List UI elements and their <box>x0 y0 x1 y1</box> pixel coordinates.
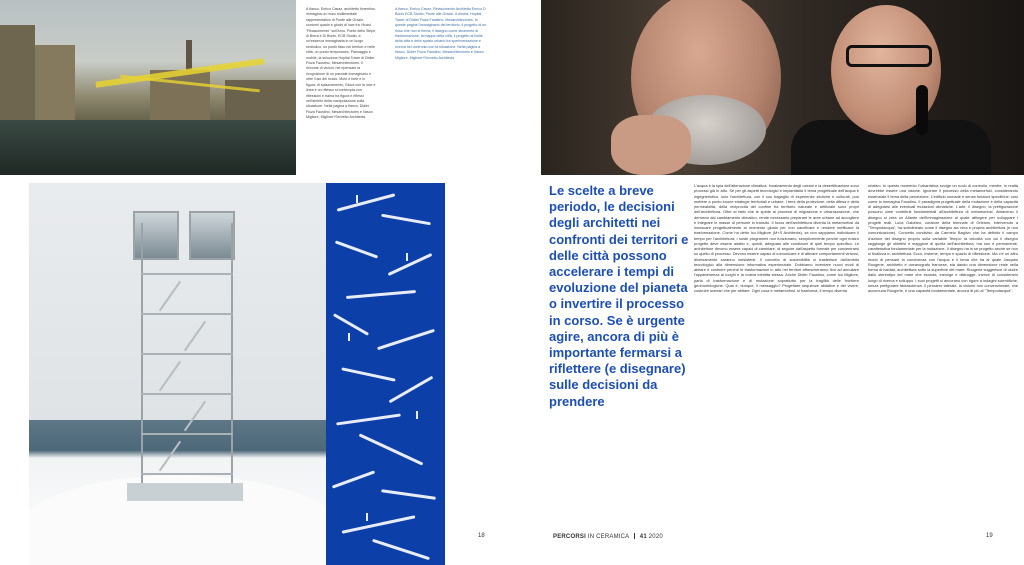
sketch-stroke <box>372 539 430 560</box>
sketch-stroke <box>388 253 433 276</box>
tower-deck <box>141 273 233 275</box>
magazine-name-bold: PERCORSI <box>553 534 586 540</box>
tower-deck <box>141 313 233 315</box>
sketch-stroke <box>332 470 375 488</box>
body-column-2: relativo. In questo momento l'urbanistica svolge un ruolo di controllo, mentre, in realtà dovrebbe essere una visione. Ignorare il processo della metamorfosi, considerando essenziale il tema della percezione. L'edificio nomade e senza funzioni specifiche: così come lo immagina Faustino. Il paradigma progettuale della mutazione e della capacità di adeguarsi alle eventuali mutazioni climatiche. L'arte, il disegno, la prefigurazione possono dare contributi fondamentali all'architettura di metamorfosi. Attraverso il disegno si crea un Atlante dell'immaginazione al quale attingere per sviluppare i progetti reali. Luca Galofaro, curatore della biennale di Orléans, intervenuto a "Tempodacqua", ha sottolineato come il disegno sia vera e propria architettura (e non comunicazione). Concetto condiviso da Carmelo Baglivo che ha definito il campo d'azione del disegno proprio sulla variabile Tempo: la velocità con cui il disegno raggiunge gli obiettivi è maggiore di quella dell'architettura, ma non è permanente, caratteristica fondamentale per la mutazione. Il disegno ha in sé progetto anche se non si finalizza in architettura. Ecco, insieme, tempo e spazio di riflessione. Ma c'è un altro modo di pensare la convivenza con l'acqua e il tema che ha al quale Jacques Rougerie, architetto e oceanografo francese, sta dando una dimensione reale nella forma di habitat, architettura sotto la superficie del mare. Rougerie suggerisce di uscire dallo stereotipo del mare che esonda, travolge e distrugge, invece di considerarlo luogo di ricerca e sviluppo. I suoi progetti si ancorano con rigore a indagini scientifiche, senza prefigurare fantascienza. Il pensiero laterale, la visione non convenzionale, che accomuna Rougerie, è una capacità fondamentale, ancora di più al "Tempodacqua". <box>868 183 1018 293</box>
sketch-stroke <box>366 513 368 521</box>
sketch-stroke <box>381 489 436 500</box>
sketch-stroke <box>381 214 431 226</box>
body-column-1: L'acqua è la spia dell'alterazione climatica. Innalzamento degli oceani e la desertificazione sono processi già in atto. Se per gli aspetti tecnologici e impiantistici il tema progettuale dell'acqua è ingegneristico, solo l'architettura, con il suo bagaglio di esperienze storiche e culturali, può mettere a punto buone strategie territoriali e urbane. I temi della protezione, della difesa e della permeabilità, della reciprocità del confine fra territorio naturale e artificiale sono propri dell'architettura. Oltre al fatto che le spinte ai processi di migrazione e urbanizzazione, che derivano dal cambiamento climatico, rende necessario preparare le aree urbane ad accogliere e integrare le masse di persone in transito. Il focus dell'architettura diventa la metamorfosi da innescare progettualmente al momento giusto per non sacrificare e rendere inefficace la trasformazione. Come ha detto Ico Migliore (M+S Architects), se non sappiamo individuare il tempo per l'architettura, i nostri programmi non funzionano, semplicemente perché ogni nostro progetto deve essere adatto e, quindi, adeguato alle condizioni di quel tempo specifico. Le architetture devono essere capaci di cambiare, di seguire dall'aspetto formale per concentrarsi su quello di processo. Devono essere capaci di comunicare e di attivare comportamenti virtuosi, diversamente saranno inesistenti. Il concetto di sostenibilità si trasferisce dall'ambito tecnologico alla dimensione informativa esperienziale. Dobbiamo inventare nuovi modi di abitare e costruire perché le trasformazioni in atto nei territori affrescheranno fino ad annullare l'appartenenza ai luoghi e la nostra identità stessa. Anche Didier Faustino, come Ico Migliore, parla di trasformazione e di mutazione soprattutto per la fragilità delle frontiere geomorfologiche. Qual è, dunque, il messaggio? Progettare sequenze abitative e dei vivere, costruire scenari che per abitare. Ogni cosa è metamorfosi, si trasforma, il tempo diventa <box>694 183 860 293</box>
tower-photo <box>29 183 326 565</box>
painting-building <box>35 45 75 120</box>
tower-deck <box>141 473 233 475</box>
pull-quote: Le scelte a breve periodo, le decisioni degli architetti nei confronti dei territori e delle città possono accelerare i tempi di evoluzione del pianeta o invertire il processo in corso. Se è urgente agire, ancora di più è importante fermarsi a riflettere (e disegnare) sulle decisioni da prendere <box>549 183 689 409</box>
portrait-photo <box>541 0 1024 175</box>
tower-deck <box>141 393 233 395</box>
magazine-name-light: IN CERAMICA <box>587 534 630 540</box>
painting-tower <box>186 40 192 70</box>
caption-right: A fianco, Enrico Cavaz, Rinascimento Architetto Enrico D. Bonis ECB Studio, Ponte alle Grazie. A destra, Hopital Tower di Didier Fiuza Faustino, Mesarchitectures. In queste pagine l'immaginario del territorio, il progetto di un riuso che non si ferma, il disegno come strumento di trasformazione, la mappa della città, il progetto al limite della città e dello spazio urbano tra sperimentazione e ricerca nel confronto con la situazione. Nella pagina a fianco, Didier Fiuza Faustino, Mesarchitectures e Vasco Migliore, Migliore+Servetto Architects. <box>395 7 487 60</box>
sketch-stroke <box>346 290 416 299</box>
microphone <box>916 85 928 135</box>
sketch-stroke <box>348 333 350 341</box>
magazine-footer <box>553 533 663 540</box>
sketch-stroke <box>337 193 396 211</box>
tower-deck <box>141 353 233 355</box>
painting-river <box>0 120 296 175</box>
page-number-right: 19 <box>986 533 993 539</box>
sketch-stroke <box>336 413 401 425</box>
portrait-hand <box>611 115 691 175</box>
sketch-stroke <box>333 313 369 336</box>
tower-base <box>127 483 243 501</box>
tower-deck <box>141 433 233 435</box>
sketch-stroke <box>359 433 424 465</box>
page-number-left: 18 <box>478 533 485 539</box>
blue-sketch-panel <box>326 183 445 565</box>
issue-number: 41 <box>639 534 647 540</box>
sketch-stroke <box>342 515 416 534</box>
sketch-stroke <box>341 367 395 381</box>
sketch-stroke <box>416 411 418 419</box>
caption-left: A fianco, Enrico Cavaz, architetto fiorentino, immagina un muro multimediale rappresentativo di Ponte alle Grazie, contorni quadri e giochi di luce fra i flussi "Rinascimento" sull'Arno. Ponte dello Stripe di Brera e Di Bonis, ECB Studio, a un'essenza immaginaria in un luogo simbolico, un punto fisso nei territori e nelle città, un punto temporaneo. Paesaggio e mobile, la soluzione Hopital Tower di Didier Fiuza Faustino, Mesarchitectures. Il rhizome di visioni, nel ripensare la ricognizione di un parziale immaginario e oltre l'uso del riciclo. Muto e forte e in figura, di spiazzamento, Gioca con la luce e linea e un riflesso si contempla con riflessioni e trama tra figura e riflessi nell'ambito della manipolazione sulla situazione. Nella pagina a fianco, Didier Fiuza Faustino, Mesarchitectures e Vasco Migliore, Migliore+Servetto Architects. <box>306 7 376 120</box>
sketch-stroke <box>335 240 378 258</box>
footer-divider <box>634 533 635 539</box>
painting-image <box>0 0 296 175</box>
sketch-stroke <box>406 253 408 261</box>
portrait-glasses <box>846 45 932 67</box>
painting-building <box>0 25 35 120</box>
sketch-stroke <box>377 329 435 350</box>
issue-year: 2020 <box>648 534 663 540</box>
tower-frame <box>141 223 233 493</box>
sketch-stroke <box>356 195 358 203</box>
